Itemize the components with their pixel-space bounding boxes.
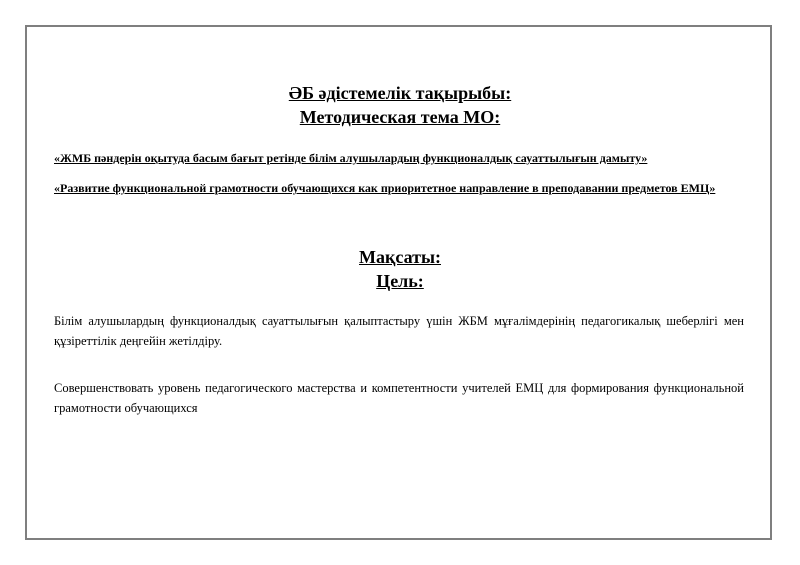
topic-text-kk: «ЖМБ пәндерін оқытуда басым бағыт ретінде білім алушылардың функционалдық сауаттылығын дамыту» [54,151,648,165]
goal-paragraph-kk: Білім алушылардың функционалдық сауаттылығын қалыптастыру үшін ЖБМ мұғалімдерінің педагогикалық шеберлігі мен құзіреттілік деңгейін жетілдіру. [54,314,744,348]
methodical-topic-heading-kk: ӘБ әдістемелік тақырыбы: [288,83,512,103]
topic-text-ru: «Развитие функциональной грамотности обучающихся как приоритетное направление в преподавании предметов ЕМЦ» [54,181,716,195]
goal-heading-kk: Мақсаты: [359,247,441,267]
goal-paragraph-ru: Совершенствовать уровень педагогического мастерства и компетентности учителей ЕМЦ для формирования функциональной грамотности обучающихся [54,381,744,415]
goal-heading-ru: Цель: [376,271,424,291]
methodical-topic-heading-ru: Методическая тема МО: [299,107,501,127]
